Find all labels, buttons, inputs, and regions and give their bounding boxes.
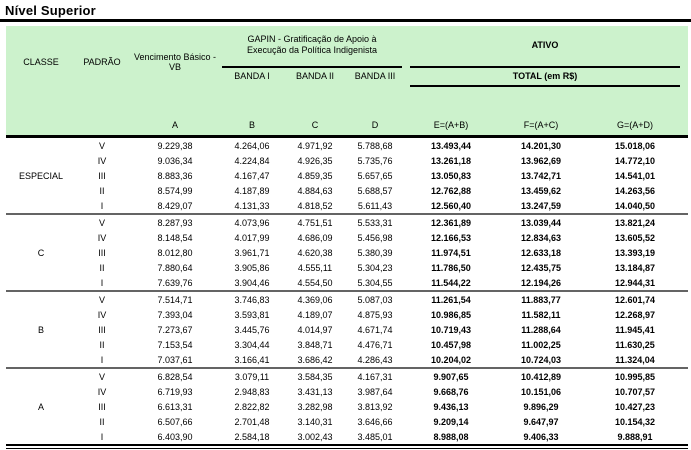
value-cell: 2.584,18 bbox=[234, 431, 270, 442]
padrao-cell: IV bbox=[97, 155, 107, 166]
value-cell: 9.209,14 bbox=[433, 416, 469, 427]
value-cell: 9.896,29 bbox=[523, 401, 559, 412]
class-group bbox=[6, 138, 688, 213]
value-cell: 11.261,54 bbox=[431, 294, 471, 305]
value-cell: 14.772,10 bbox=[614, 155, 656, 166]
value-cell: 2.948,83 bbox=[234, 386, 270, 397]
table-row bbox=[76, 215, 688, 230]
padrao-cell: III bbox=[98, 401, 106, 412]
value-cell: 4.971,92 bbox=[297, 140, 333, 151]
table-row bbox=[76, 369, 688, 384]
value-cell: 2.701,48 bbox=[234, 416, 270, 427]
value-cell: 3.905,86 bbox=[234, 262, 270, 273]
header-gapin-group bbox=[222, 26, 402, 98]
table-row bbox=[76, 245, 688, 260]
value-cell: 2.822,82 bbox=[234, 401, 270, 412]
column-letters-row bbox=[6, 120, 688, 135]
value-cell: 4.926,35 bbox=[297, 155, 333, 166]
header-banda-3: BANDA III bbox=[354, 71, 396, 81]
table-row bbox=[76, 153, 688, 168]
value-cell: 11.945,41 bbox=[615, 324, 655, 335]
value-cell: 5.688,57 bbox=[357, 185, 393, 196]
value-cell: 5.611,43 bbox=[357, 200, 393, 211]
class-group bbox=[6, 213, 688, 290]
value-cell: 13.184,87 bbox=[614, 262, 656, 273]
class-group-rows bbox=[76, 369, 688, 444]
value-cell: 3.431,13 bbox=[297, 386, 333, 397]
table-row bbox=[76, 168, 688, 183]
table-row bbox=[76, 138, 688, 153]
value-cell: 5.735,76 bbox=[357, 155, 393, 166]
salary-table bbox=[6, 26, 688, 444]
class-label: A bbox=[37, 401, 44, 412]
value-cell: 8.012,80 bbox=[157, 247, 193, 258]
value-cell: 4.224,84 bbox=[234, 155, 270, 166]
value-cell: 6.507,66 bbox=[157, 416, 193, 427]
class-group-rows bbox=[76, 215, 688, 290]
value-cell: 10.154,32 bbox=[614, 416, 656, 427]
value-cell: 10.707,57 bbox=[614, 386, 656, 397]
table-row bbox=[76, 275, 688, 290]
gapin-line2: Execução da Política Indigenista bbox=[246, 45, 378, 55]
value-cell: 12.601,74 bbox=[614, 294, 656, 305]
table-row bbox=[76, 384, 688, 399]
value-cell: 14.541,01 bbox=[614, 170, 656, 181]
value-cell: 6.403,90 bbox=[157, 431, 193, 442]
value-cell: 9.907,65 bbox=[433, 371, 469, 382]
value-cell: 5.533,31 bbox=[357, 217, 393, 228]
class-group-rows bbox=[76, 138, 688, 213]
value-cell: 4.620,38 bbox=[297, 247, 333, 258]
header-total-title: TOTAL (em R$) bbox=[512, 71, 578, 81]
value-cell: 11.630,25 bbox=[615, 339, 655, 350]
value-cell: 5.657,65 bbox=[357, 170, 393, 181]
value-cell: 4.686,09 bbox=[297, 232, 333, 243]
value-cell: 4.264,06 bbox=[234, 140, 270, 151]
value-cell: 7.037,61 bbox=[157, 354, 193, 365]
value-cell: 12.268,97 bbox=[614, 309, 656, 320]
value-cell: 3.987,64 bbox=[357, 386, 393, 397]
col-letter-c: C bbox=[311, 120, 319, 130]
value-cell: 7.880,64 bbox=[157, 262, 193, 273]
padrao-cell: III bbox=[98, 324, 106, 335]
value-cell: 3.646,66 bbox=[357, 416, 393, 427]
value-cell: 6.613,31 bbox=[157, 401, 193, 412]
col-letter-f: F=(A+C) bbox=[523, 120, 559, 130]
table-header bbox=[6, 26, 688, 138]
header-ativo-title: ATIVO bbox=[531, 40, 559, 50]
value-cell: 5.788,68 bbox=[357, 140, 393, 151]
page-title: Nível Superior bbox=[5, 3, 96, 18]
value-cell: 12.944,31 bbox=[614, 277, 656, 288]
table-row bbox=[76, 292, 688, 307]
table-row bbox=[76, 260, 688, 275]
value-cell: 8.574,99 bbox=[157, 185, 193, 196]
value-cell: 10.412,89 bbox=[520, 371, 562, 382]
col-letter-g: G=(A+D) bbox=[616, 120, 653, 130]
value-cell: 12.834,63 bbox=[520, 232, 562, 243]
padrao-cell: I bbox=[100, 277, 104, 288]
col-letter-a: A bbox=[171, 120, 178, 130]
value-cell: 10.724,03 bbox=[520, 354, 562, 365]
title-rule bbox=[0, 19, 691, 22]
padrao-cell: II bbox=[99, 339, 105, 350]
value-cell: 14.040,50 bbox=[614, 200, 656, 211]
letters-spacer bbox=[6, 120, 128, 130]
padrao-cell: IV bbox=[97, 309, 107, 320]
table-row bbox=[76, 307, 688, 322]
total-underline bbox=[410, 85, 680, 87]
col-letter-e: E=(A+B) bbox=[433, 120, 469, 130]
class-label: C bbox=[37, 247, 45, 258]
value-cell: 7.393,04 bbox=[157, 309, 193, 320]
value-cell: 5.304,55 bbox=[357, 277, 393, 288]
padrao-cell: III bbox=[98, 247, 106, 258]
class-label: ESPECIAL bbox=[18, 170, 64, 181]
value-cell: 4.017,99 bbox=[234, 232, 270, 243]
value-cell: 4.555,11 bbox=[297, 262, 333, 273]
header-banda-1: BANDA I bbox=[234, 71, 270, 81]
value-cell: 13.605,52 bbox=[614, 232, 656, 243]
padrao-cell: V bbox=[98, 294, 105, 305]
value-cell: 4.671,74 bbox=[357, 324, 393, 335]
padrao-cell: I bbox=[100, 431, 104, 442]
value-cell: 6.828,54 bbox=[157, 371, 193, 382]
value-cell: 9.036,34 bbox=[157, 155, 193, 166]
value-cell: 4.884,63 bbox=[297, 185, 333, 196]
value-cell: 4.187,89 bbox=[234, 185, 270, 196]
value-cell: 13.261,18 bbox=[430, 155, 472, 166]
value-cell: 3.746,83 bbox=[234, 294, 270, 305]
table-row bbox=[76, 352, 688, 367]
value-cell: 4.014,97 bbox=[297, 324, 333, 335]
header-classe: CLASSE bbox=[23, 57, 59, 67]
value-cell: 9.229,38 bbox=[157, 140, 193, 151]
value-cell: 3.304,44 bbox=[234, 339, 270, 350]
value-cell: 12.560,40 bbox=[430, 200, 472, 211]
value-cell: 9.406,33 bbox=[523, 431, 559, 442]
class-group bbox=[6, 367, 688, 444]
padrao-cell: I bbox=[100, 354, 104, 365]
value-cell: 4.476,71 bbox=[357, 339, 393, 350]
value-cell: 13.393,19 bbox=[614, 247, 656, 258]
value-cell: 7.514,71 bbox=[157, 294, 193, 305]
value-cell: 4.859,35 bbox=[297, 170, 333, 181]
ativo-underline bbox=[410, 66, 680, 68]
value-cell: 4.167,47 bbox=[234, 170, 270, 181]
value-cell: 7.639,76 bbox=[157, 277, 193, 288]
value-cell: 10.427,23 bbox=[614, 401, 656, 412]
header-padrao: PADRÃO bbox=[83, 57, 121, 67]
value-cell: 8.287,93 bbox=[157, 217, 193, 228]
value-cell: 3.485,01 bbox=[357, 431, 393, 442]
value-cell: 3.079,11 bbox=[234, 371, 270, 382]
table-bottom-rule-thin bbox=[6, 448, 688, 449]
value-cell: 4.554,50 bbox=[297, 277, 333, 288]
value-cell: 9.436,13 bbox=[433, 401, 469, 412]
value-cell: 13.050,83 bbox=[430, 170, 472, 181]
value-cell: 3.002,43 bbox=[297, 431, 333, 442]
value-cell: 9.647,97 bbox=[523, 416, 559, 427]
value-cell: 5.304,23 bbox=[357, 262, 393, 273]
gapin-line1: GAPIN - Gratificação de Apoio à bbox=[247, 34, 377, 44]
value-cell: 5.087,03 bbox=[357, 294, 393, 305]
padrao-cell: V bbox=[98, 217, 105, 228]
value-cell: 10.995,85 bbox=[614, 371, 656, 382]
table-row bbox=[76, 337, 688, 352]
value-cell: 5.456,98 bbox=[357, 232, 393, 243]
value-cell: 13.742,71 bbox=[520, 170, 562, 181]
padrao-cell: IV bbox=[97, 386, 107, 397]
value-cell: 12.762,88 bbox=[430, 185, 472, 196]
value-cell: 11.883,77 bbox=[521, 294, 561, 305]
banda-header-row bbox=[222, 71, 402, 81]
header-top-row bbox=[6, 26, 688, 98]
value-cell: 4.189,07 bbox=[297, 309, 333, 320]
header-gapin-title bbox=[222, 26, 402, 56]
value-cell: 10.151,06 bbox=[520, 386, 562, 397]
value-cell: 13.459,62 bbox=[520, 185, 562, 196]
value-cell: 3.686,42 bbox=[297, 354, 333, 365]
header-ativo-group bbox=[402, 26, 688, 98]
value-cell: 8.883,36 bbox=[157, 170, 193, 181]
value-cell: 3.848,71 bbox=[297, 339, 333, 350]
padrao-cell: II bbox=[99, 416, 105, 427]
value-cell: 4.286,43 bbox=[357, 354, 393, 365]
class-group-rows bbox=[76, 292, 688, 367]
padrao-cell: I bbox=[100, 200, 104, 211]
value-cell: 13.039,44 bbox=[520, 217, 562, 228]
padrao-cell: II bbox=[99, 262, 105, 273]
value-cell: 4.131,33 bbox=[234, 200, 270, 211]
value-cell: 11.002,25 bbox=[521, 339, 561, 350]
value-cell: 13.821,24 bbox=[614, 217, 656, 228]
value-cell: 4.818,52 bbox=[297, 200, 333, 211]
value-cell: 11.324,04 bbox=[615, 354, 655, 365]
header-banda-2: BANDA II bbox=[295, 71, 334, 81]
table-row bbox=[76, 183, 688, 198]
value-cell: 7.273,67 bbox=[157, 324, 193, 335]
value-cell: 13.493,44 bbox=[430, 140, 472, 151]
value-cell: 8.429,07 bbox=[157, 200, 193, 211]
table-row bbox=[76, 322, 688, 337]
value-cell: 3.593,81 bbox=[234, 309, 270, 320]
class-label: B bbox=[37, 324, 44, 335]
value-cell: 13.247,59 bbox=[520, 200, 562, 211]
value-cell: 10.457,98 bbox=[430, 339, 472, 350]
value-cell: 8.148,54 bbox=[157, 232, 193, 243]
col-letter-b: B bbox=[248, 120, 255, 130]
header-vencimento-basico: Vencimento Básico - VB bbox=[133, 52, 217, 72]
value-cell: 13.962,69 bbox=[520, 155, 562, 166]
value-cell: 12.361,89 bbox=[430, 217, 472, 228]
padrao-cell: II bbox=[99, 185, 105, 196]
value-cell: 12.194,26 bbox=[520, 277, 562, 288]
value-cell: 3.282,98 bbox=[297, 401, 333, 412]
value-cell: 7.153,54 bbox=[157, 339, 193, 350]
value-cell: 4.073,96 bbox=[234, 217, 270, 228]
value-cell: 3.166,41 bbox=[234, 354, 270, 365]
value-cell: 10.204,02 bbox=[430, 354, 472, 365]
table-row bbox=[76, 414, 688, 429]
value-cell: 4.369,06 bbox=[297, 294, 333, 305]
value-cell: 12.166,53 bbox=[430, 232, 472, 243]
value-cell: 3.904,46 bbox=[234, 277, 270, 288]
value-cell: 14.201,30 bbox=[520, 140, 562, 151]
value-cell: 6.719,93 bbox=[157, 386, 193, 397]
padrao-cell: V bbox=[98, 140, 105, 151]
value-cell: 3.813,92 bbox=[357, 401, 393, 412]
value-cell: 4.751,51 bbox=[297, 217, 333, 228]
padrao-cell: III bbox=[98, 170, 106, 181]
value-cell: 12.435,75 bbox=[520, 262, 562, 273]
col-letter-d: D bbox=[371, 120, 379, 130]
value-cell: 11.544,22 bbox=[431, 277, 471, 288]
value-cell: 9.668,76 bbox=[433, 386, 469, 397]
value-cell: 3.584,35 bbox=[297, 371, 333, 382]
gapin-underline bbox=[222, 66, 402, 68]
value-cell: 8.988,08 bbox=[433, 431, 469, 442]
value-cell: 14.263,56 bbox=[614, 185, 656, 196]
table-row bbox=[76, 399, 688, 414]
value-cell: 11.582,11 bbox=[521, 309, 561, 320]
value-cell: 10.719,43 bbox=[430, 324, 472, 335]
table-row bbox=[76, 198, 688, 213]
value-cell: 11.288,64 bbox=[521, 324, 561, 335]
value-cell: 12.633,18 bbox=[520, 247, 562, 258]
value-cell: 11.786,50 bbox=[431, 262, 471, 273]
table-row bbox=[76, 230, 688, 245]
padrao-cell: V bbox=[98, 371, 105, 382]
value-cell: 15.018,06 bbox=[614, 140, 656, 151]
value-cell: 3.445,76 bbox=[234, 324, 270, 335]
value-cell: 3.140,31 bbox=[297, 416, 333, 427]
value-cell: 5.380,39 bbox=[357, 247, 393, 258]
value-cell: 4.875,93 bbox=[357, 309, 393, 320]
value-cell: 9.888,91 bbox=[617, 431, 653, 442]
table-body bbox=[6, 138, 688, 444]
padrao-cell: IV bbox=[97, 232, 107, 243]
value-cell: 3.961,71 bbox=[234, 247, 270, 258]
value-cell: 11.974,51 bbox=[431, 247, 471, 258]
table-row bbox=[76, 429, 688, 444]
value-cell: 10.986,85 bbox=[430, 309, 472, 320]
class-group bbox=[6, 290, 688, 367]
table-bottom-rule-thick bbox=[6, 444, 688, 446]
value-cell: 4.167,31 bbox=[357, 371, 393, 382]
